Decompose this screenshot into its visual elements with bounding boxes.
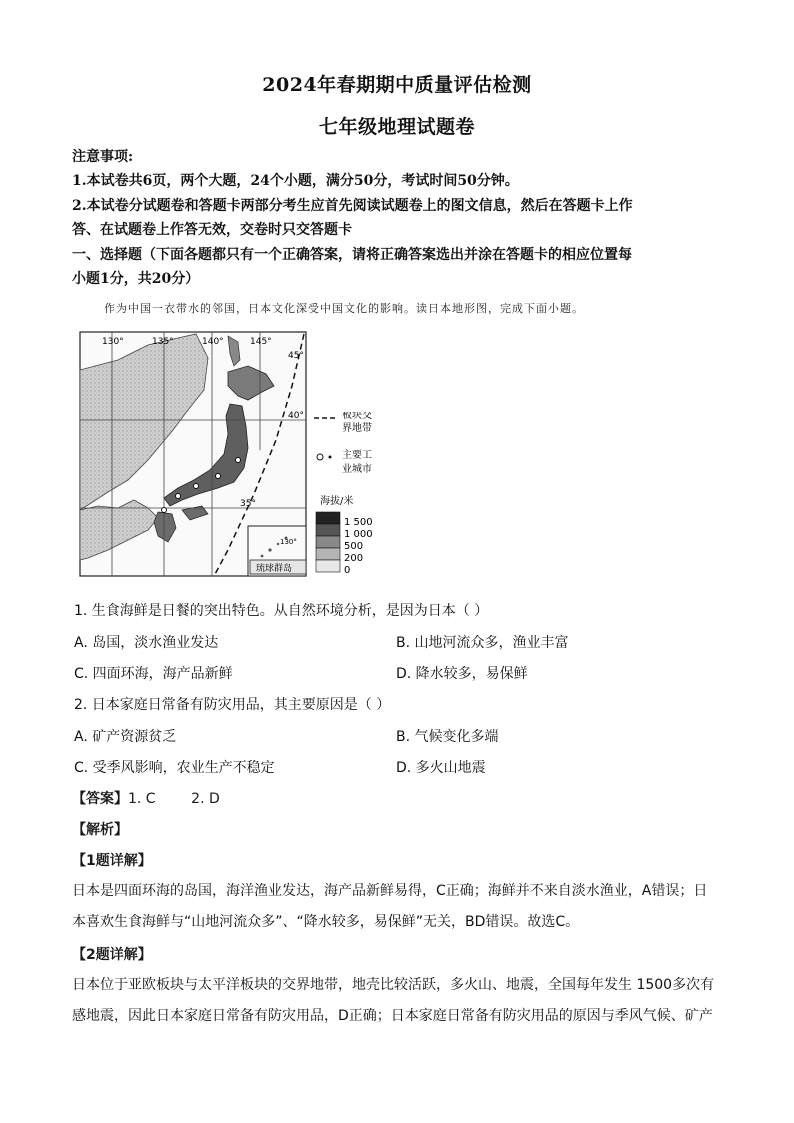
question-2-option-d[interactable]: D. 多火山地震 xyxy=(396,760,486,776)
lat-label-45: 45° xyxy=(288,351,304,361)
question-1-option-d[interactable]: D. 降水较多，易保鲜 xyxy=(396,666,528,682)
legend-boundary-label-b: 界地带 xyxy=(342,423,372,434)
notice-item-2b: 答、在试题卷上作答无效，交卷时只交答题卡 xyxy=(72,222,352,238)
analysis-tag: 【解析】 xyxy=(72,822,128,838)
question-1-option-b[interactable]: B. 山地河流众多，渔业丰富 xyxy=(396,635,569,651)
lat-label-35: 35° xyxy=(240,499,256,509)
legend-city-dot xyxy=(329,456,332,459)
exam-subtitle: 七年级地理试题卷 xyxy=(318,116,475,138)
question-2-option-c[interactable]: C. 受季风影响，农业生产不稳定 xyxy=(74,760,275,776)
answer-line xyxy=(72,788,220,808)
legend-level-0: 0 xyxy=(344,565,351,576)
legend-city-label-a: 主要工 xyxy=(342,450,372,461)
legend-city-symbol xyxy=(317,454,323,460)
section-heading-a: 一、选择题（下面各题都只有一个正确答案，请将正确答案选出并涂在答题卡的相应位置每 xyxy=(72,247,632,263)
lon-label-145: 145° xyxy=(250,337,272,347)
question-1-option-c[interactable]: C. 四面环海，海产品新鲜 xyxy=(74,666,233,682)
lon-label-130: 130° xyxy=(102,337,124,347)
legend-elevation-title: 海拔/米 xyxy=(320,496,354,507)
question-2-option-a[interactable]: A. 矿产资源贫乏 xyxy=(74,729,177,745)
lat-label-40: 40° xyxy=(288,411,304,421)
analysis-q1-line-1: 日本是四面环海的岛国，海洋渔业发达，海产品新鲜易得，C正确；海鲜并不来自淡水渔业，A错误；日 xyxy=(72,883,708,899)
ryukyu-label: 琉球群岛 xyxy=(256,564,293,574)
legend-level-500: 500 xyxy=(344,541,364,552)
analysis-q1-tag: 【1题详解】 xyxy=(72,853,152,869)
legend-level-200: 200 xyxy=(344,553,364,564)
question-2-stem: 2. 日本家庭日常备有防灾用品，其主要原因是（ ） xyxy=(74,697,391,713)
notice-item-1: 1.本试卷共6页，两个大题，24个小题，满分50分，考试时间50分钟。 xyxy=(72,173,519,189)
analysis-q1-line-2: 本喜欢生食海鲜与“山地河流众多”、“降水较多，易保鲜”无关，BD错误。故选C。 xyxy=(72,914,580,930)
legend-boundary-label-a: 板块交 xyxy=(342,412,372,421)
lon-label-135: 135° xyxy=(152,337,174,347)
legend-level-1500: 1 500 xyxy=(344,517,373,528)
legend-level-1000: 1 000 xyxy=(344,529,373,540)
notice-heading: 注意事项: xyxy=(72,149,134,165)
answer-text: 1. C 2. D xyxy=(128,791,220,807)
question-1-stem: 1. 生食海鲜是日餐的突出特色。从自然环境分析，是因为日本（ ） xyxy=(74,603,489,619)
map-legend xyxy=(312,412,422,582)
legend-city-label-b: 业城市 xyxy=(342,464,372,475)
question-1-option-a[interactable]: A. 岛国，淡水渔业发达 xyxy=(74,635,219,651)
lon-label-140: 140° xyxy=(202,337,224,347)
analysis-q2-line-1: 日本位于亚欧板块与太平洋板块的交界地带，地壳比较活跃，多火山、地震，全国每年发生 1500多次有 xyxy=(72,977,715,993)
exam-title: 2024年春期期中质量评估检测 xyxy=(262,74,532,96)
inset-lon-label: 130° xyxy=(280,538,297,546)
notice-item-2a: 2.本试卷分试题卷和答题卡两部分考生应首先阅读试题卷上的图文信息，然后在答题卡上作 xyxy=(72,198,633,214)
answer-tag: 【答案】 xyxy=(72,791,128,807)
question-2-option-b[interactable]: B. 气候变化多端 xyxy=(396,729,499,745)
analysis-q2-tag: 【2题详解】 xyxy=(72,947,152,963)
analysis-q2-line-2: 感地震，因此日本家庭日常备有防灾用品，D正确；日本家庭日常备有防灾用品的原因与季风气候、矿产 xyxy=(72,1008,713,1024)
section-heading-b: 小题1分，共20分） xyxy=(72,271,200,287)
map-intro: 作为中国一衣带水的邻国，日本文化深受中国文化的影响。读日本地形图，完成下面小题。 xyxy=(104,302,584,315)
